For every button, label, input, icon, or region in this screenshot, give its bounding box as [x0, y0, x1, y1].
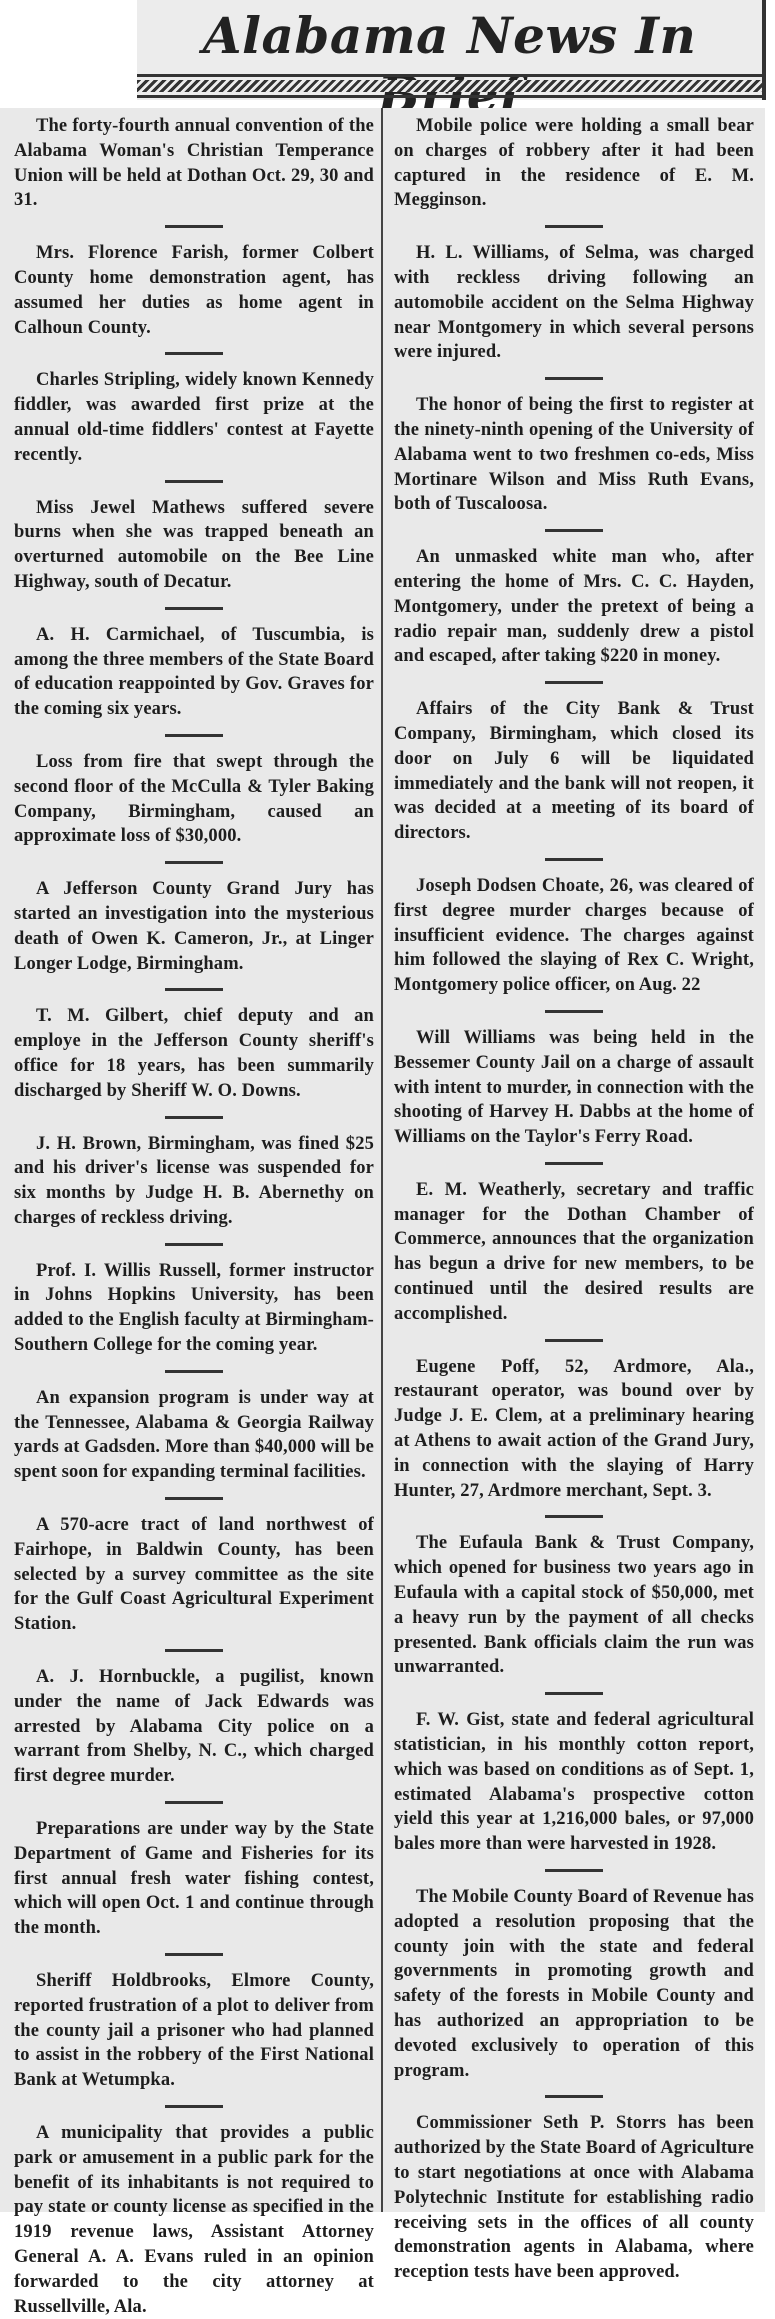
article-separator	[545, 1692, 603, 1695]
news-item: The forty-fourth annual convention of the Alabama Woman's Christian Temperance Union will be held at Dothan Oct. 29, 30 and 31.	[14, 116, 374, 211]
article-separator	[165, 1370, 223, 1373]
news-item: A municipality that provides a public park or amusement in a public park for the benefit of its inhabitants is not required to pay state or county license as specified in the 1919 revenue laws, Assistant Attorney General A. A. Evans ruled in an opinion forwarded to the city attorney at Russellville, Ala.	[14, 2123, 374, 2317]
article-separator	[165, 988, 223, 991]
article-separator	[545, 858, 603, 861]
news-item: The honor of being the first to register at the ninety-ninth opening of the University of Alabama went to two freshmen co-eds, Miss Mortinare Wilson and Miss Ruth Evans, both of Tuscaloosa.	[394, 395, 754, 515]
news-item: Mrs. Florence Farish, former Colbert County home demonstration agent, has assumed her duties as home agent in Calhoun County.	[14, 243, 374, 338]
news-page	[0, 108, 765, 2317]
article-separator	[545, 1339, 603, 1342]
rule-top	[137, 74, 762, 77]
masthead	[137, 0, 766, 100]
news-item: Prof. I. Willis Russell, former instructor in Johns Hopkins University, has been added to the English faculty at Birmingham-Southern College for the coming year.	[14, 1260, 374, 1356]
article-separator	[165, 1953, 223, 1956]
news-item: A Jefferson County Grand Jury has started an investigation into the mysterious death of Owen K. Cameron, Jr., at Linger Longer Lodge, Birmingham.	[14, 879, 374, 974]
news-item: Loss from fire that swept through the second floor of the McCulla & Tyler Baking Company, Birmingham, caused an approximate loss of $30,000.	[14, 751, 374, 847]
news-item: F. W. Gist, state and federal agricultural statistician, in his monthly cotton report, which was based on conditions as of Sept. 1, estimated Alabama's prospective cotton yield this year at 1,216,000 bales, or 97,000 bales more than were harvested in 1928.	[394, 1710, 754, 1855]
news-item: Joseph Dodsen Choate, 26, was cleared of first degree murder charges because of insufficient evidence. The charges against him followed the slaying of Rex C. Wright, Montgomery police officer, on Aug. 22	[394, 875, 754, 996]
column-divider	[381, 108, 383, 2212]
news-item: T. M. Gilbert, chief deputy and an employe in the Jefferson County sheriff's office for 18 years, has been summarily discharged by Sheriff W. O. Downs.	[14, 1006, 374, 1101]
left-column	[14, 114, 374, 2319]
news-item: A 570-acre tract of land northwest of Fairhope, in Baldwin County, has been selected by a survey committee as the site for the Gulf Coast Agricultural Experiment Station.	[14, 1515, 374, 1635]
article-separator	[545, 1162, 603, 1165]
braid-ornament	[137, 80, 762, 92]
article-separator	[545, 377, 603, 380]
news-item: The Eufaula Bank & Trust Company, which opened for business two years ago in Eufaula with a capital stock of $50,000, met a heavy run by the payment of all checks presented. Bank officials claim the run was unwarranted.	[394, 1533, 754, 1678]
article-separator	[165, 2105, 223, 2108]
news-item: A. H. Carmichael, of Tuscumbia, is among the three members of the State Board of education reappointed by Gov. Graves for the coming six years.	[14, 624, 374, 720]
news-item: Eugene Poff, 52, Ardmore, Ala., restaurant operator, was bound over by Judge J. E. Clem, at a preliminary hearing at Athens to await action of the Grand Jury, in connection with the slaying of Harry Hunter, 27, Ardmore merchant, Sept. 3.	[394, 1356, 754, 1501]
news-item: A. J. Hornbuckle, a pugilist, known under the name of Jack Edwards was arrested by Alabama City police on a warrant from Shelby, N. C., which charged first degree murder.	[14, 1667, 374, 1787]
article-separator	[545, 2095, 603, 2098]
news-item: The Mobile County Board of Revenue has adopted a resolution proposing that the county join with the state and federal governments in promoting growth and safety of the forests in Mobile County and has authorized an appropriation to be devoted exclusively to operation of this program.	[394, 1887, 754, 2081]
news-item: Affairs of the City Bank & Trust Company, Birmingham, which closed its door on July 6 will be liquidated immediately and the bank will not reopen, it was decided at a meeting of its board of directors.	[394, 699, 754, 844]
article-separator	[545, 529, 603, 532]
article-separator	[545, 225, 603, 228]
article-separator	[165, 480, 223, 483]
article-separator	[165, 1801, 223, 1804]
article-separator	[165, 1497, 223, 1500]
news-item: Miss Jewel Mathews suffered severe burns when she was trapped beneath an overturned automobile on the Bee Line Highway, south of Decatur.	[14, 497, 374, 592]
news-item: Mobile police were holding a small bear on charges of robbery after it had been captured in the residence of E. M. Megginson.	[394, 116, 754, 211]
article-separator	[165, 734, 223, 737]
news-item: Will Williams was being held in the Bessemer County Jail on a charge of assault with intent to murder, in connection with the shooting of Harvey H. Dabbs at the home of Williams on the Taylor's Ferry Road.	[394, 1027, 754, 1148]
news-item: H. L. Williams, of Selma, was charged with reckless driving following an automobile accident on the Selma Highway near Montgomery in which several persons were injured.	[394, 243, 754, 363]
article-separator	[165, 352, 223, 355]
article-separator	[165, 1116, 223, 1119]
news-item: E. M. Weatherly, secretary and traffic manager for the Dothan Chamber of Commerce, announces that the organization has begun a drive for new members, to be continued until the desired results are accomplished.	[394, 1179, 754, 1324]
headline: Alabama News In	[202, 6, 697, 65]
news-item: Commissioner Seth P. Storrs has been authorized by the State Board of Agriculture to start negotiations at once with Alabama Polytechnic Institute for establishing radio receiving sets in the offices of all county demonstration agents in Alabama, where reception tests have been approved.	[394, 2113, 754, 2283]
right-column	[394, 114, 754, 2285]
article-separator	[165, 861, 223, 864]
article-separator	[165, 607, 223, 610]
news-item: Preparations are under way by the State Department of Game and Fisheries for its first annual fresh water fishing contest, which will open Oct. 1 and continue through the month.	[14, 1819, 374, 1939]
news-item: Sheriff Holdbrooks, Elmore County, reported frustration of a plot to deliver from the county jail a prisoner who had planned to assist in the robbery of the First National Bank at Wetumpka.	[14, 1971, 374, 2091]
rule-bottom	[137, 95, 762, 98]
article-separator	[165, 1649, 223, 1652]
article-separator	[545, 1515, 603, 1518]
article-separator	[165, 1243, 223, 1246]
news-item: An unmasked white man who, after entering the home of Mrs. C. C. Hayden, Montgomery, under the pretext of being a radio repair man, suddenly drew a pistol and escaped, after taking $220 in money.	[394, 547, 754, 667]
article-separator	[165, 225, 223, 228]
news-item: An expansion program is under way at the Tennessee, Alabama & Georgia Railway yards at Gadsden. More than $40,000 will be spent soon for expanding terminal facilities.	[14, 1387, 374, 1483]
news-item: J. H. Brown, Birmingham, was fined $25 and his driver's license was suspended for six months by Judge H. B. Abernethy on charges of reckless driving.	[14, 1133, 374, 1228]
article-separator	[545, 1010, 603, 1013]
article-separator	[545, 681, 603, 684]
news-item: Charles Stripling, widely known Kennedy fiddler, was awarded first prize at the annual old-time fiddlers' contest at Fayette recently.	[14, 370, 374, 465]
article-separator	[545, 1869, 603, 1872]
